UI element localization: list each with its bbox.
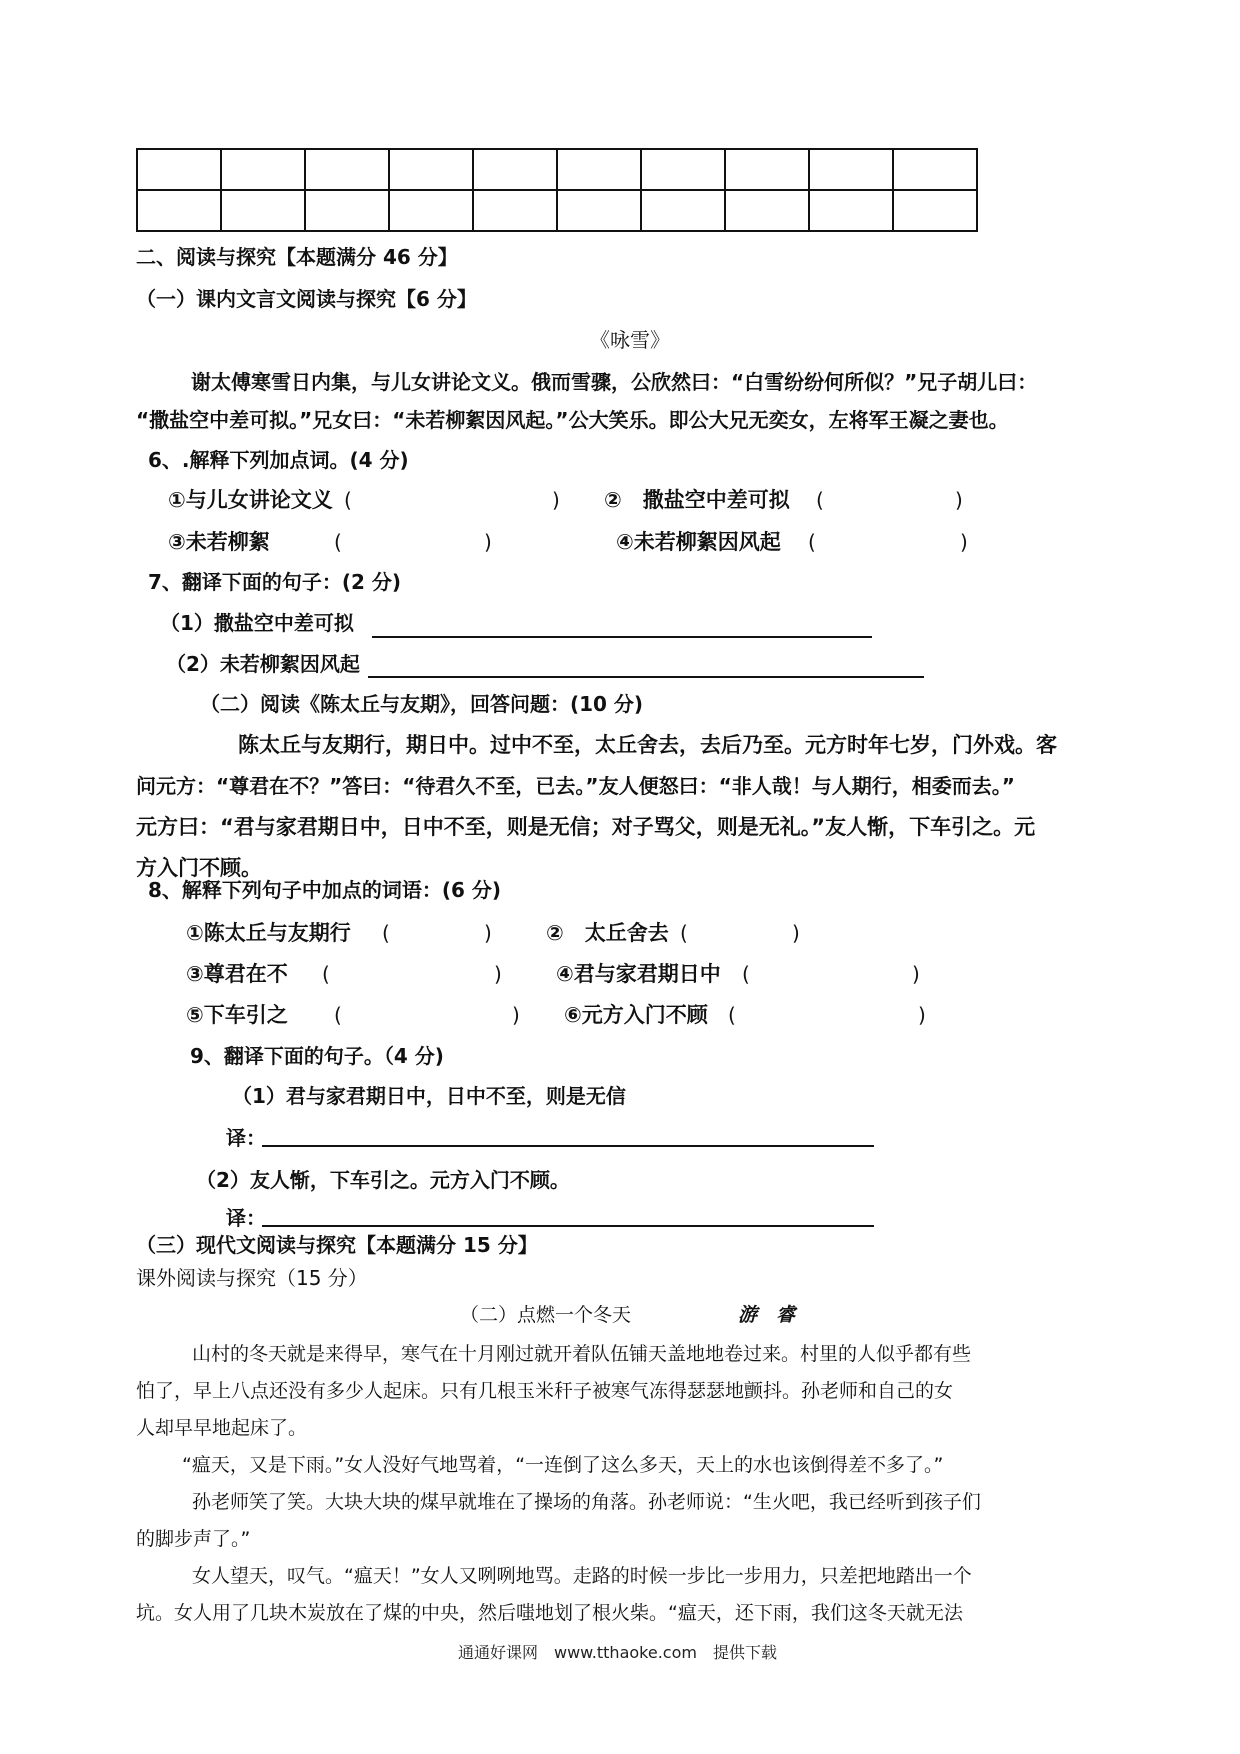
q8-item-6: ⑥元方入门不顾 <box>564 1003 708 1027</box>
q8-blank-2[interactable]: ( <box>680 921 688 945</box>
subsection-2-heading: （二）阅读《陈太丘与友期》，回答问题：(10 分) <box>200 692 644 716</box>
grid-cell[interactable] <box>809 149 893 190</box>
q6-item-1: ①与儿女讲论文义 <box>168 488 333 512</box>
story-line-5: 孙老师笑了笑。大块大块的煤早就堆在了操场的角落。孙老师说：“生火吧，我已经听到孩子们 <box>192 1491 981 1513</box>
q7-sentence-2: （2）未若柳絮因风起 <box>166 652 360 676</box>
q9-answer-line-2[interactable] <box>262 1225 874 1227</box>
q8-blank-5-close: ) <box>512 1003 520 1027</box>
q9-yi-2: 译： <box>226 1206 266 1230</box>
passage1-line-1: 谢太傅寒雪日内集，与儿女讲论文义。俄而雪骤，公欣然曰：“白雪纷纷何所似？”兄子胡儿曰： <box>191 370 1038 394</box>
passage1-line-2: “撒盐空中差可拟。”兄女曰：“未若柳絮因风起。”公大笑乐。即公大兄无奕女，左将军王凝之妻也。 <box>136 408 1009 432</box>
passage2-line-3: 元方曰：“君与家君期日中，日中不至，则是无信；对子骂父，则是无礼。”友人惭，下车引之。元 <box>136 815 1036 839</box>
q8-title: 8、解释下列句子中加点的词语：(6 分) <box>148 878 502 902</box>
poem-title: 《咏雪》 <box>590 328 670 352</box>
q6-blank-4-close: ) <box>960 530 968 554</box>
grid-cell[interactable] <box>893 149 977 190</box>
q6-blank-2[interactable]: ( <box>816 488 824 512</box>
grid-cell[interactable] <box>389 190 473 231</box>
grid-cell[interactable] <box>221 190 305 231</box>
q8-item-2: ② 太丘舍去 <box>546 921 669 945</box>
grid-cell[interactable] <box>809 190 893 231</box>
grid-row <box>137 149 977 190</box>
subsection-1-heading: （一）课内文言文阅读与探究【6 分】 <box>136 287 477 311</box>
q6-item-2: ② 撒盐空中差可拟 <box>604 488 790 512</box>
story-title: （二）点燃一个冬天 <box>460 1304 632 1326</box>
q8-blank-2-close: ) <box>792 921 800 945</box>
q8-item-1: ①陈太丘与友期行 <box>186 921 351 945</box>
story-author: 游 睿 <box>738 1304 796 1326</box>
q7-sentence-1: （1）撒盐空中差可拟 <box>160 611 354 635</box>
grid-cell[interactable] <box>557 149 641 190</box>
passage2-line-4: 方入门不顾。 <box>136 856 262 880</box>
q7-answer-line-2[interactable] <box>368 676 924 678</box>
story-line-7: 女人望天，叹气。“瘟天！”女人又咧咧地骂。走路的时候一步比一步用力，只差把地踏出一个 <box>192 1565 972 1587</box>
q6-item-3: ③未若柳絮 <box>168 530 270 554</box>
q6-blank-1-close: ) <box>552 488 560 512</box>
q9-sentence-1: （1）君与家君期日中，日中不至，则是无信 <box>232 1084 626 1108</box>
q8-blank-1-close: ) <box>484 921 492 945</box>
q6-blank-3[interactable]: ( <box>334 530 342 554</box>
extra-reading-heading: 课外阅读与探究（15 分） <box>136 1266 368 1290</box>
q9-sentence-2: （2）友人惭，下车引之。元方入门不顾。 <box>196 1168 570 1192</box>
story-line-6: 的脚步声了。” <box>136 1528 251 1550</box>
q7-title: 7、翻译下面的句子：(2 分) <box>148 570 402 594</box>
q9-answer-line-1[interactable] <box>262 1145 874 1147</box>
q8-item-3: ③尊君在不 <box>186 962 288 986</box>
q8-blank-1[interactable]: ( <box>382 921 390 945</box>
story-line-3: 人却早早地起床了。 <box>136 1417 308 1439</box>
q6-blank-3-close: ) <box>484 530 492 554</box>
story-line-8: 坑。女人用了几块木炭放在了煤的中央，然后嗤地划了根火柴。“瘟天，还下雨，我们这冬天就无法 <box>136 1602 963 1624</box>
grid-cell[interactable] <box>305 190 389 231</box>
grid-cell[interactable] <box>305 149 389 190</box>
grid-cell[interactable] <box>137 149 221 190</box>
grid-cell[interactable] <box>641 190 725 231</box>
q9-title: 9、翻译下面的句子。（4 分) <box>190 1044 444 1068</box>
grid-cell[interactable] <box>893 190 977 231</box>
passage2-line-2: 问元方：“尊君在不？”答曰：“待君久不至，已去。”友人便怒曰：“非人哉！与人期行，相委而去。” <box>136 774 1015 798</box>
grid-cell[interactable] <box>137 190 221 231</box>
story-line-4: “瘟天，又是下雨。”女人没好气地骂着，“一连倒了这么多天，天上的水也该倒得差不多了。” <box>182 1454 944 1476</box>
grid-cell[interactable] <box>641 149 725 190</box>
grid-cell[interactable] <box>725 149 809 190</box>
section-2-heading: 二、阅读与探究【本题满分 46 分】 <box>136 245 458 269</box>
passage2-line-1: 陈太丘与友期行，期日中。过中不至，太丘舍去，去后乃至。元方时年七岁，门外戏。客 <box>238 733 1057 757</box>
q6-title: 6、.解释下列加点词。(4 分) <box>148 448 409 472</box>
story-line-2: 怕了，早上八点还没有多少人起床。只有几根玉米秆子被寒气冻得瑟瑟地颤抖。孙老师和自己的女 <box>136 1380 954 1402</box>
q6-blank-1[interactable]: ( <box>344 488 359 512</box>
grid-cell[interactable] <box>473 190 557 231</box>
q8-blank-3[interactable]: ( <box>322 962 330 986</box>
q8-blank-5[interactable]: ( <box>334 1003 342 1027</box>
q8-blank-6[interactable]: ( <box>728 1003 736 1027</box>
q9-yi-1: 译： <box>226 1126 266 1150</box>
q8-blank-3-close: ) <box>494 962 502 986</box>
page-footer: 通通好课网 www.tthaoke.com 提供下载 <box>458 1643 777 1662</box>
story-line-1: 山村的冬天就是来得早，寒气在十月刚过就开着队伍铺天盖地地卷过来。村里的人似乎都有些 <box>192 1343 972 1365</box>
grid-cell[interactable] <box>221 149 305 190</box>
grid-cell[interactable] <box>557 190 641 231</box>
q8-blank-6-close: ) <box>918 1003 926 1027</box>
grid-cell[interactable] <box>725 190 809 231</box>
grid-cell[interactable] <box>389 149 473 190</box>
q6-blank-2-close: ) <box>955 488 963 512</box>
subsection-3-heading: （三）现代文阅读与探究【本题满分 15 分】 <box>136 1233 538 1257</box>
q8-blank-4-close: ) <box>912 962 920 986</box>
q8-item-4: ④君与家君期日中 <box>556 962 721 986</box>
q8-item-5: ⑤下车引之 <box>186 1003 288 1027</box>
answer-grid <box>136 148 978 232</box>
q7-answer-line-1[interactable] <box>372 636 872 638</box>
grid-cell[interactable] <box>473 149 557 190</box>
grid-row <box>137 190 977 231</box>
q8-blank-4[interactable]: ( <box>742 962 750 986</box>
q6-item-4: ④未若柳絮因风起 <box>616 530 781 554</box>
q6-blank-4[interactable]: ( <box>808 530 816 554</box>
